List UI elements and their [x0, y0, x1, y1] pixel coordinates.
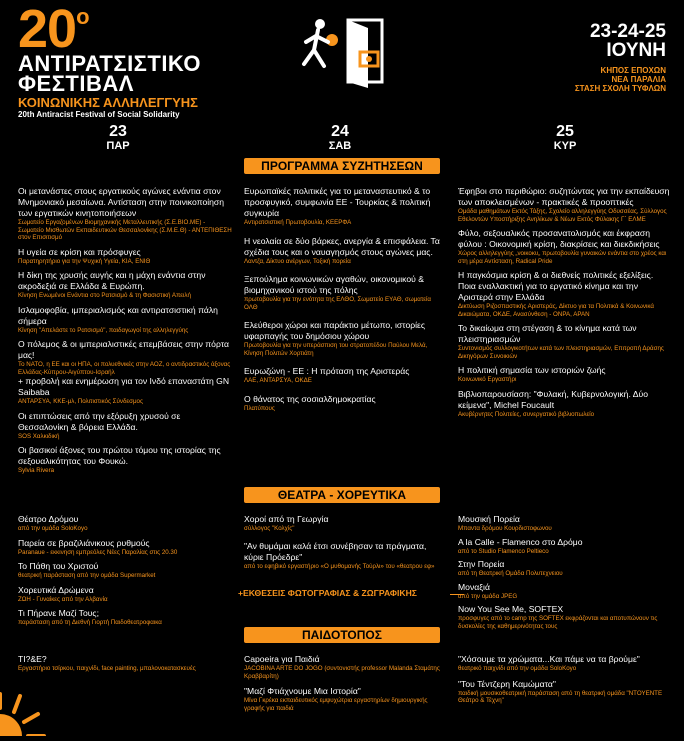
discussions-fri-column [18, 186, 232, 480]
kids-sun-column [458, 654, 670, 710]
list-item: "Χόσουμε τα χρώματα...Και πάμε να τα βρούμε" θεατρικό παιχνίδι από την ομάδα SoloKoyo [458, 654, 640, 672]
list-item: Ο θάνατος της σοσιαλδημοκρατίας Πλατύπους [244, 393, 376, 412]
list-item: A la Calle - Flamenco στο Δρόμο από το Studio Flamenco Peltieco [458, 536, 583, 555]
list-item: Οι βασικοί άξονες του πρώτου τόμου της ιστορίας της σεξουαλικότητας του Φουκώ. Sylvia Rivera [18, 445, 221, 474]
list-item: Ο πόλεμος & οι ιμπεριαλιστικές επεμβάσεις στην πόρτα μας! Το ΝΑΤΟ, η ΕΕ και οι ΗΠΑ, οι πολυεθνικές στην ΑΟΖ, ο αντιδραστικός άξονας Ελλάδας-Κύπρου-Αιγύπτου-Ισραήλ + προβολή και ενημέρωση για τον Ινδό επαναστάτη GN Saibaba ΑΝΤΑΡΣΥΑ, ΚΚΕ-μλ, Πολιτιστικός Σύνδεσμος [18, 339, 231, 405]
kids-banner: ΠΑΙΔΟΤΟΠΟΣ [244, 627, 440, 643]
sun-decoration-icon [0, 690, 50, 736]
exhibitions-label: +ΕΚΘΕΣΕΙΣ ΦΩΤΟΓΡΑΦΙΑΣ & ΖΩΓΡΑΦΙΚΗΣ [238, 588, 417, 598]
list-item: Παρεία σε βραζιλιάνικους ρυθμούς Paranaue - εκκινηση εμπρεόλες Νέες Παραλίας στις 20.30 [18, 537, 178, 556]
list-item: Το Πάθη του Χριστού θεατρική παράσταση από την ομάδα Supermarket [18, 561, 156, 579]
festival-number: $20^o$ [18, 0, 89, 59]
list-item: Στην Πορεία από τη Θεατρική Ομάδα Πολυτεχνειου [458, 559, 563, 577]
festival-venue: ΚΗΠΟΣ ΕΠΟΧΩΝ ΝΕΑ ΠΑΡΑΛΙΑ ΣΤΑΣΗ ΣΧΟΛΗ ΤΥΦΛΩΝ [574, 66, 666, 93]
list-item: Θέατρο Δρόμου από την ομάδα SoloKoyo [18, 514, 88, 532]
list-item: ΤΙ?&Ε? Εργαστήριο τσίρκου, παιχνίδι, face painting, μπαλονοκατασκευές [18, 654, 196, 672]
kids-sat-column [244, 654, 444, 717]
list-item: Ισλαμοφοβία, ιμπεριαλισμός και αντιρατσιστική πάλη σήμερα Κίνηση "Απελάστε το Ρατσισμό", παιδαγωγοί της αλληλεγγύης [18, 304, 218, 334]
list-item: Μουσική Πορεία Μπαντα δρόμου Κουρδιστοφωνου [458, 514, 552, 532]
list-item: Φύλο, σεξουαλικός προσανατολισμός και έκφραση φύλου : Οικονομική κρίση, διακρίσεις και διεκδικήσεις Χώρος αλληλεγγύης „νοικοκυ„ πρωτοβουλία γυναικών ενάντια στο χρέος και στη μέρα Αντίσταση, Radical Pride [458, 228, 667, 265]
list-item: Το δικαίωμα στη στέγαση & το κίνημα κατά των πλειστηριασμών Συντονισμός συλλογικοτήτων κατά των πλειστηριασμών, Επιτροπή Δράσης Δικηγόρων Συνοικιών [458, 323, 664, 360]
list-item: "Μαζί Φτιάχνουμε Μια Ιστορία" Μίνα Γκρέκα εκπαιδευτικός εμψυχώτρια εργαστηρίων δημιουργικής γραφής για παιδιά [244, 686, 428, 712]
discussions-sun-column [458, 186, 670, 423]
list-item: Η πολιτική σημασία των ιστοριών ζωής Κοινωνικό Εργαστήρι [458, 365, 606, 383]
festival-logo-icon [288, 12, 398, 92]
list-item: Now You See Me, SOFTEX προσφυγες από το camp της SOFTEX εκφράζονται και αποτυπώνουν τις δυσκολίες της καθημερινότητας τους [458, 604, 658, 630]
list-item: Η δίκη της χρυσής αυγής και η μάχη ενάντια στην ακροδεξιά σε Ελλάδα & Ευρώπη. Κίνηση Ενωμένοι Ενάντια στο Ρατσισμό & τη Φασιστική Απειλή [18, 270, 206, 299]
theatre-fri-column [18, 514, 232, 632]
day-header-fri: 23 ΠΑΡ [106, 123, 130, 152]
list-item: Η παγκόσμια κρίση & οι διεθνείς πολιτικές εξελίξεις. Ποια εναλλακτική για το εργατικό κίνημα και την Αριστερά στην Ελλάδα Δικτύωση Ριζοσπαστικής Αριστεράς, Δίκτυο για τα Πολιτικά & Κοινωνικά Δικαιώματα, ΟΚΔΕ, Ανασύνθεση - ΟΝΡΑ, ΑΡΑΝ [458, 270, 654, 318]
list-item: "Αν θυμάμαι καλά έτσι συνέβησαν τα πράγματα, κύριε Πρόεδρε" από το εφηβικό εργαστήριο «Ο μυθομανής Τούρλι» του «θεατρου εφ» [244, 540, 435, 570]
theatre-sat-column [244, 514, 444, 575]
list-item: Η υγεία σε κρίση και πρόσφυγες Παρατηρητήριο για την Ψυχική Υγεία, ΚΙΑ, ΕΝΙΘ [18, 246, 151, 265]
day-header-sun: 25 ΚΥΡ [553, 123, 577, 152]
list-item: Ευρωπαϊκές πολιτικές για το μεταναστευτικό & το προσφυγικό, συμφωνία ΕΕ - Τουρκίας & πολιτική συγκυρία Αντιρατσιστική Πρωτοβουλία, ΚΕΕΡΦΑ [244, 186, 431, 226]
list-item: Οι επιπτώσεις από την εξόρυξη χρυσού σε Θεσσαλονίκη & βόρεια Ελλάδα. SOS Χαλκιδική [18, 410, 181, 440]
list-item: Μοναξιά από την ομάδα JPEG [458, 581, 518, 600]
list-item: Ευρωζώνη - ΕΕ : Η πρόταση της Αριστεράς ΛΑΕ, ΑΝΤΑΡΣΥΑ, ΟΚΔΕ [244, 366, 410, 384]
list-item: Οι μετανάστες στους εργατικούς αγώνες ενάντια στον Μνημονιακό μεσαίωνα. Αντίσταση στην ποινικοποίηση των εργατικών κινητοποιήσεων Σωματείο Εργαζομένων Βιομηχανικής Μεταλλευτικής (Σ.Ε.ΒΙΟ.ΜΕ) - Σωματείο Μισθωτών Εκπαιδευτικών Θεσσαλονίκης (Σ.Μ.Ε.Θ) - ΑΝΤΕΠΙΘΕΣΗ στον Επισιτισμό [18, 186, 232, 241]
list-item: Ελεύθεροι χώροι και παράκτιο μέτωπο, ιστορίες υφαρπαγής του δημόσιου χώρου Πρωτοβουλία για την υπεράσπιση του στρατοπέδου Παύλου Μελά, Κίνηση Πολιτών Χορτιάτη [244, 320, 428, 357]
festival-subtitle: ΚΟΙΝΩΝΙΚΗΣ ΑΛΛΗΛΕΓΓΥΗΣ [18, 95, 198, 110]
list-item: Ξεπούλημα κοινωνικών αγαθών, οικονομικού & βιομηχανικού ιστού της πόλης πρωτοβουλία για την ενότητα της ΕΛΘΟ, Σωματείο ΕΥΑΘ, σωματεία ΟΛΘ [244, 274, 431, 311]
list-item: Βιβλιοπαρουσίαση: "Φυλακή, Κυβερνολογική. Δύο κείμενα", Michel Foucault Ακυβέρνητες Πολιτείες, συνεργατικό βιβλιοπωλείο [458, 388, 648, 418]
list-item: Η νεολαία σε δύο βάρκες, ανεργία & επισφάλεια. Τα σχέδια τους και ο ναυαγησμός στους αγώνες μας. Λαντζα, Δίκτυο ανέργων, Τοξική πορεία [244, 235, 440, 265]
discussions-banner: ΠΡΟΓΡΑΜΜΑ ΣΥΖΗΤΗΣΕΩΝ [244, 158, 440, 174]
day-header-sat: 24 ΣΑΒ [328, 123, 352, 152]
list-item: Έφηβοι στο περιθώριο: συζητώντας για την εκπαίδευση των αποκλεισμένων - πρακτικές & προοπτικές Ομάδα μαθημάτων Εκτός Τάξης, Σχολείο αλληλεγγύης Οδυσσέας, Σύλλογος Εθελοντών Υποστήριξης Ανηλίκων & Νέων Εκτός Φύλακης Γ΄ ΕΛΜΕ [458, 186, 670, 223]
festival-title: ΑΝΤΙΡΑΤΣΙΣΤΙΚΟ ΦΕΣΤΙΒΑΛ [18, 51, 201, 96]
list-item: "Του Τέντζερη Καμώματα" παιδική μουσικοθεατρική παράσταση από τη θεατρική ομάδα "ΝΤΟΥΕΝΤΕ Θεάτρο & Τέχνη" [458, 678, 663, 704]
list-item: Τι Πήρανε Μαζί Τους; παράσταση από τη Διεθνή Γιορτή Παιδοθεατροφαικα [18, 608, 162, 626]
kids-fri-column [18, 654, 232, 678]
list-item: Χορευτικά Δρώμενα ΖΩΗ - Γυναίκες από την Αλβανία [18, 584, 108, 603]
theatre-banner: ΘΕΑΤΡΑ - ΧΟΡΕΥΤΙΚΑ [244, 487, 440, 503]
list-item: Capoeira για Παιδιά JACOBINA ARTE DO JOGO (συντονιστής professor Malanda Σταμάτης Κραββαρίτη) [244, 654, 440, 680]
festival-english-title: 20th Antiracist Festival of Social Solidarity [18, 110, 180, 119]
festival-dates: 23-24-25 ΙΟΥΝΗ [589, 21, 666, 61]
list-item: Χοροί από τη Γεωργία σύλλογος "Κολχίς" [244, 514, 329, 532]
theatre-sun-column [458, 514, 670, 635]
discussions-sat-column [244, 186, 444, 417]
